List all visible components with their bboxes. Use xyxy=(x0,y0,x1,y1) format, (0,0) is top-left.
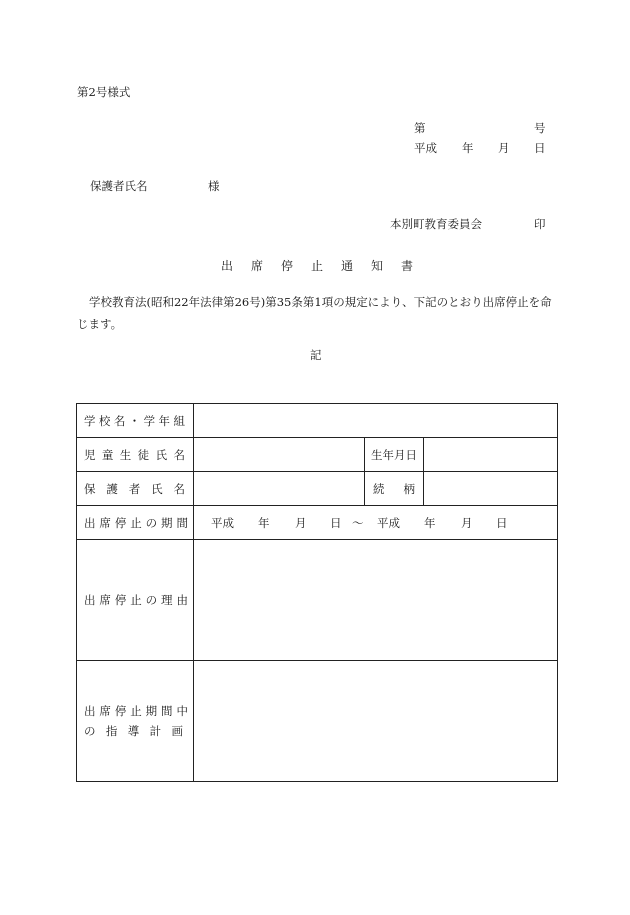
label-char: の xyxy=(145,515,158,530)
label-char: 間 xyxy=(161,704,173,718)
title-char: 出 xyxy=(221,259,234,273)
period-from-era: 平成 xyxy=(211,515,234,530)
label-char: ・ xyxy=(128,413,141,428)
date-year: 年 xyxy=(462,141,474,155)
label-char: 席 xyxy=(99,515,111,530)
label-char: 由 xyxy=(176,593,188,607)
guidance-label-line1 xyxy=(77,703,193,719)
label-char: 出 xyxy=(84,593,96,607)
label-char: 組 xyxy=(173,413,185,428)
label-char: 期 xyxy=(145,704,158,718)
label-char: 護 xyxy=(106,481,118,496)
period-tilde: 〜 xyxy=(352,515,364,530)
table-row-period xyxy=(77,506,558,540)
school-grade-value-cell[interactable] xyxy=(194,404,558,438)
guardian-name-label xyxy=(77,481,193,497)
label-char: 保 xyxy=(84,481,96,496)
title-char: 止 xyxy=(311,259,324,273)
date-era: 平成 xyxy=(414,141,437,155)
label-char: 氏 xyxy=(151,481,163,496)
label-char: 続 xyxy=(373,481,385,496)
label-char: 者 xyxy=(128,481,141,496)
label-char: 画 xyxy=(171,724,183,738)
table-row-student xyxy=(77,438,558,472)
label-char: 止 xyxy=(130,593,142,607)
label-char: 出 xyxy=(84,515,96,530)
label-char: 年 xyxy=(158,413,171,428)
title-char: 停 xyxy=(281,259,294,273)
form-number: 第2号様式 xyxy=(77,85,131,99)
label-char: 児 xyxy=(84,447,96,462)
guidance-value-cell[interactable] xyxy=(194,661,558,782)
label-char: 席 xyxy=(99,704,111,718)
guardian-name-label: 保護者氏名 xyxy=(90,179,148,193)
label-char: 柄 xyxy=(403,481,415,496)
date-month: 月 xyxy=(498,141,510,155)
student-name-value-cell[interactable] xyxy=(194,438,365,472)
label-char: 学 xyxy=(84,413,96,428)
school-grade-label xyxy=(77,413,193,429)
guardian-name-label-cell xyxy=(77,472,194,506)
table-row-guardian xyxy=(77,472,558,506)
table-row-guidance xyxy=(77,661,558,782)
guidance-label-line2 xyxy=(77,723,193,739)
label-char: 徒 xyxy=(137,447,150,462)
doc-number-suffix: 号 xyxy=(534,121,546,135)
label-char: 導 xyxy=(127,724,140,738)
relation-label-cell xyxy=(365,472,424,506)
table-row-reason xyxy=(77,540,558,661)
body-paragraph: 学校教育法(昭和22年法律第26号)第35条第1項の規定により、下記のとおり出席停止を命じます。 xyxy=(77,295,552,331)
birth-date-label: 生年月日 xyxy=(365,438,424,472)
label-char: 学 xyxy=(143,413,156,428)
title-char: 席 xyxy=(251,259,264,273)
period-to-era: 平成 xyxy=(377,515,400,530)
label-char: 席 xyxy=(99,593,111,607)
title-char: 通 xyxy=(341,259,354,273)
period-from-day: 日 xyxy=(330,515,342,530)
issuer-name: 本別町教育委員会 xyxy=(390,217,482,231)
honorific: 様 xyxy=(208,179,220,193)
label-char: 期 xyxy=(161,515,173,530)
label-char: 停 xyxy=(114,704,127,718)
label-char: 間 xyxy=(176,515,188,530)
label-char: 名 xyxy=(173,447,185,462)
reason-label-cell xyxy=(77,540,194,661)
student-name-label-cell xyxy=(77,438,194,472)
period-value-cell[interactable] xyxy=(194,506,558,540)
relation-label xyxy=(365,481,423,497)
ki-heading: 記 xyxy=(310,348,322,362)
relation-value-cell[interactable] xyxy=(424,472,558,506)
label-char: 止 xyxy=(130,515,142,530)
title-char: 知 xyxy=(371,259,384,273)
label-char: 童 xyxy=(101,447,114,462)
label-char: 指 xyxy=(105,724,118,738)
period-to-year: 年 xyxy=(424,515,436,530)
label-char: 計 xyxy=(149,724,162,738)
period-to-day: 日 xyxy=(496,515,508,530)
label-char: 中 xyxy=(176,704,188,718)
label-char: 理 xyxy=(161,593,173,607)
reason-value-cell[interactable] xyxy=(194,540,558,661)
reason-label xyxy=(77,592,193,608)
guidance-label-cell xyxy=(77,661,194,782)
table-row-school xyxy=(77,404,558,438)
period-to-month: 月 xyxy=(461,515,473,530)
student-name-label xyxy=(77,447,193,463)
period-from-month: 月 xyxy=(295,515,307,530)
label-char: 名 xyxy=(173,481,185,496)
date-day: 日 xyxy=(534,141,546,155)
school-grade-label-cell xyxy=(77,404,194,438)
title-char: 書 xyxy=(401,259,414,273)
label-char: 名 xyxy=(113,413,126,428)
label-char: 生 xyxy=(119,447,132,462)
seal-mark: 印 xyxy=(534,217,546,231)
period-label xyxy=(77,515,193,531)
doc-number-prefix: 第 xyxy=(414,121,426,135)
label-char: 校 xyxy=(98,413,111,428)
label-char: 氏 xyxy=(155,447,168,462)
label-char: 停 xyxy=(114,515,127,530)
label-char: の xyxy=(145,593,158,607)
label-char: の xyxy=(84,724,96,738)
label-char: 出 xyxy=(84,704,96,718)
label-char: 止 xyxy=(130,704,142,718)
birth-date-value-cell[interactable] xyxy=(424,438,558,472)
guardian-name-value-cell[interactable] xyxy=(194,472,365,506)
label-char: 停 xyxy=(114,593,127,607)
student-info-table xyxy=(76,403,558,782)
period-from-year: 年 xyxy=(258,515,270,530)
period-label-cell xyxy=(77,506,194,540)
